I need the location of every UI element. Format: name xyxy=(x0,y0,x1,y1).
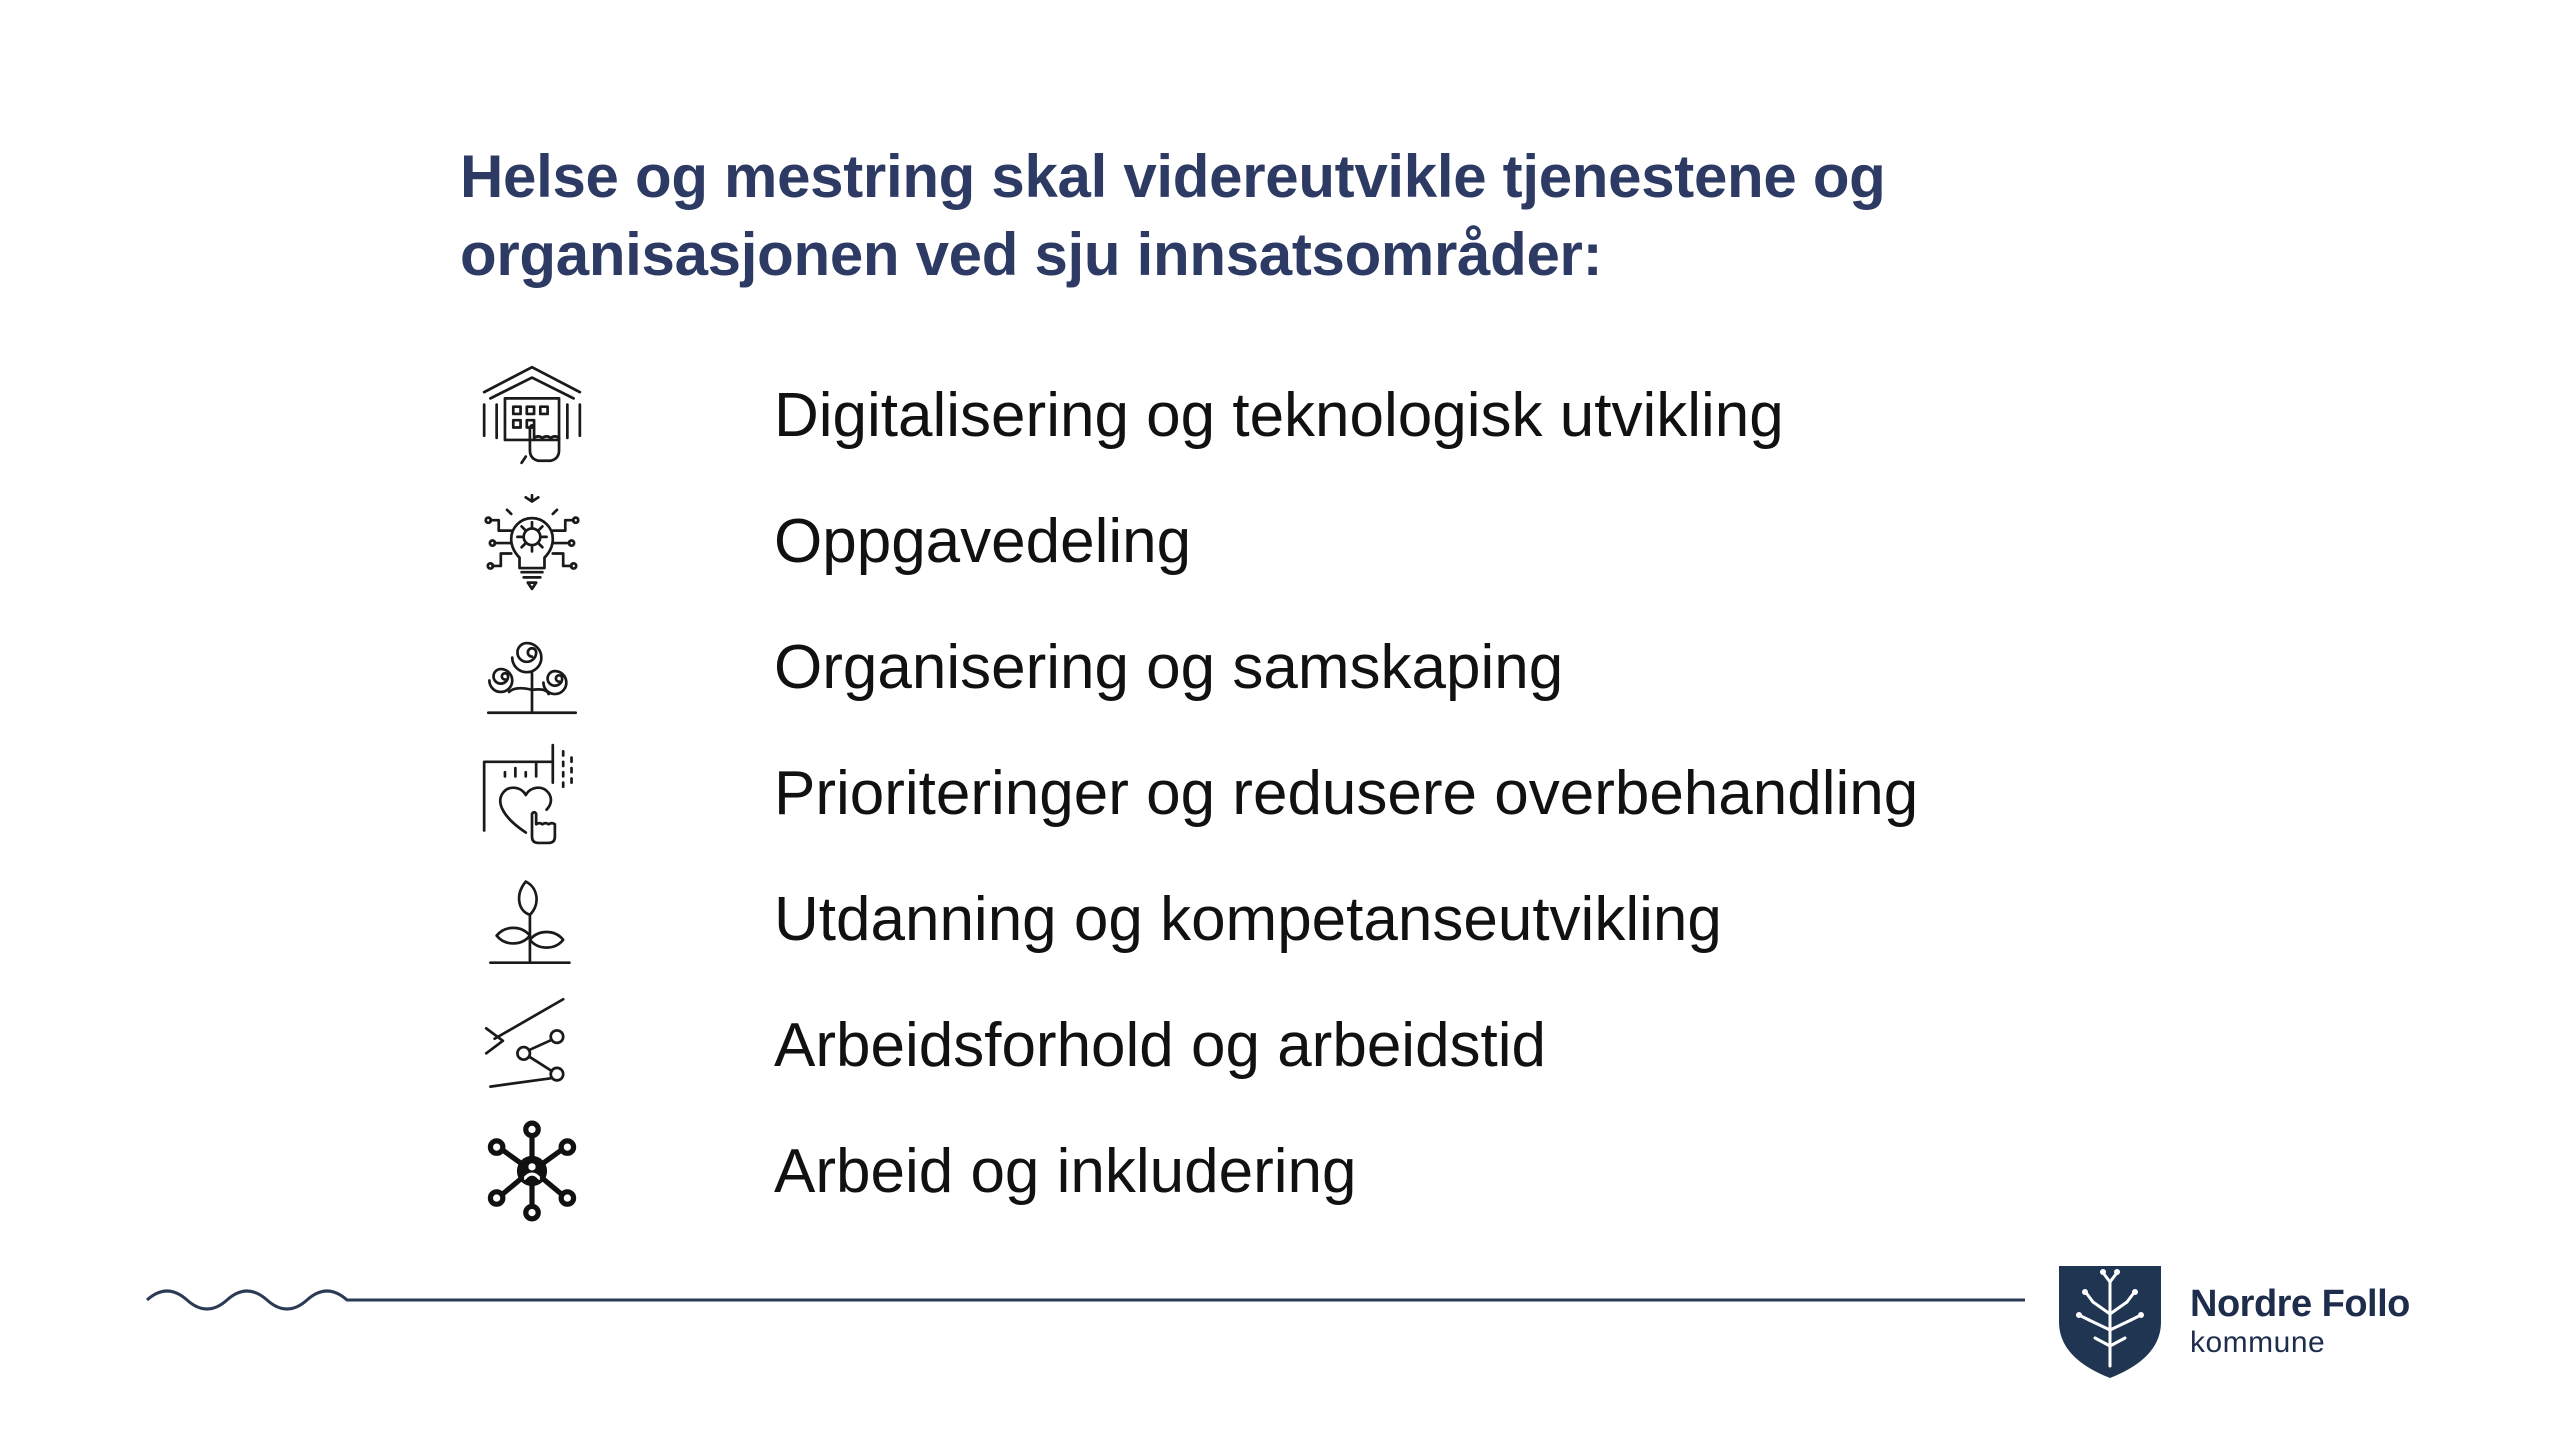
network-nodes-icon xyxy=(480,990,600,1100)
brand-sub: kommune xyxy=(2190,1326,2326,1359)
item-label: Organisering og samskaping xyxy=(774,632,1564,702)
lightbulb-gear-circuit-icon xyxy=(480,486,600,596)
list-item xyxy=(480,352,1918,478)
municipal-shield-logo xyxy=(2055,1262,2165,1382)
item-label: Oppgavedeling xyxy=(774,506,1192,576)
brand-wordmark xyxy=(2190,1282,2410,1360)
item-label: Arbeid og inkludering xyxy=(774,1136,1357,1206)
list-item xyxy=(480,1108,1918,1234)
list-item xyxy=(480,856,1918,982)
list-item xyxy=(480,478,1918,604)
heart-touch-icon xyxy=(480,738,600,848)
page-title xyxy=(460,138,2260,294)
people-hub-icon xyxy=(480,1116,600,1226)
item-label: Prioriteringer og redusere overbehandling xyxy=(774,758,1919,828)
list-item xyxy=(480,982,1918,1108)
item-label: Utdanning og kompetanseutvikling xyxy=(774,884,1722,954)
sprout-icon xyxy=(480,864,600,974)
title-line-1: Helse og mestring skal videreutvikle tjenestene og xyxy=(460,143,1886,210)
smart-building-touch-icon xyxy=(480,360,600,470)
focus-area-list xyxy=(480,352,1918,1234)
footer-wave-line xyxy=(145,1270,2025,1330)
list-item xyxy=(480,730,1918,856)
swirl-tree-icon xyxy=(480,612,600,722)
brand-name: Nordre Follo xyxy=(2190,1283,2410,1325)
list-item xyxy=(480,604,1918,730)
title-line-2: organisasjonen ved sju innsatsområder: xyxy=(460,221,1603,288)
item-label: Arbeidsforhold og arbeidstid xyxy=(774,1010,1547,1080)
item-label: Digitalisering og teknologisk utvikling xyxy=(774,380,1784,450)
